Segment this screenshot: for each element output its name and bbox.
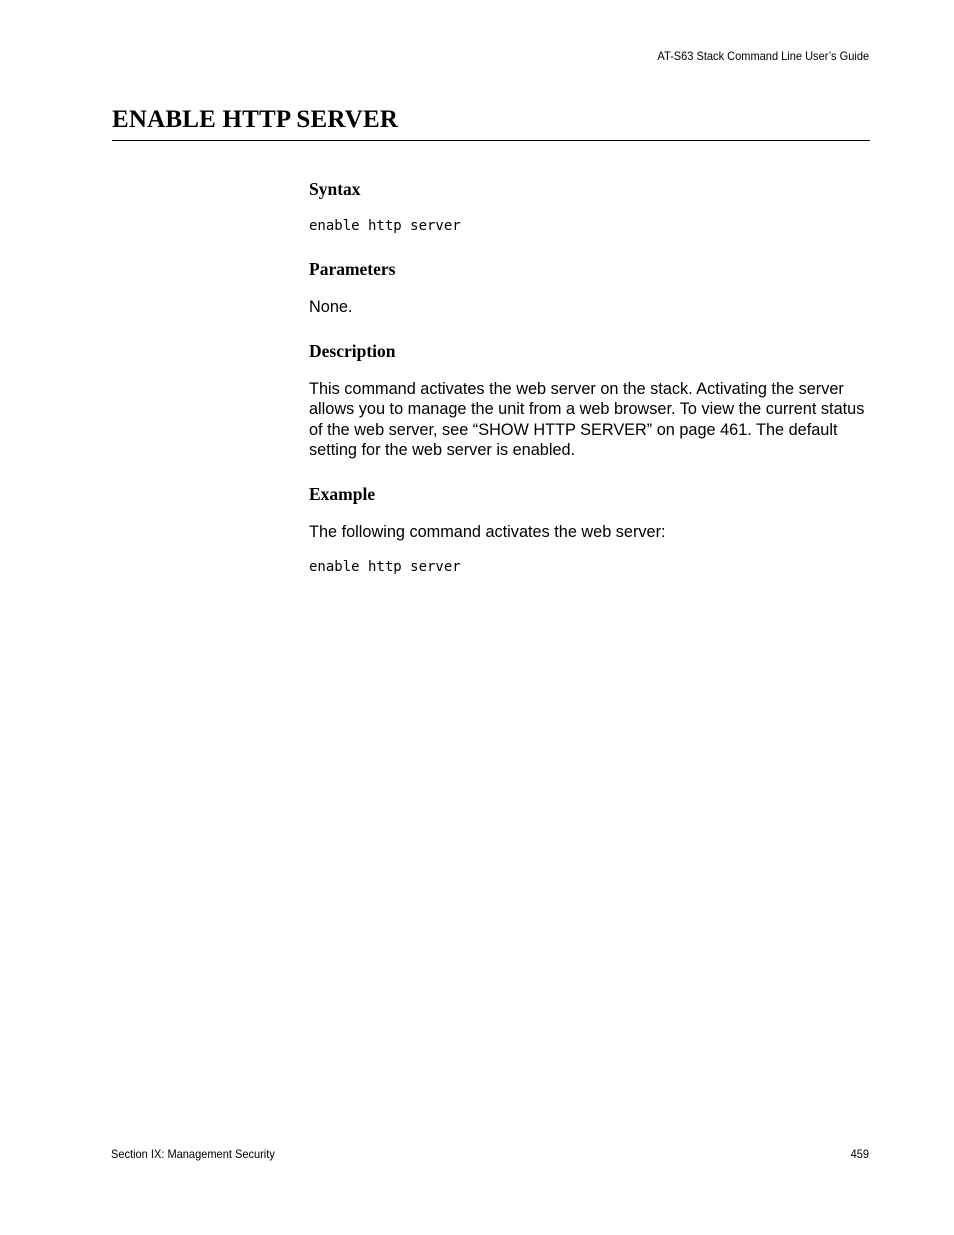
description-heading: Description: [309, 340, 396, 361]
description-text: This command activates the web server on the stack. Activating the server allows you to manage the unit from a web browser. To view the current status of the web server, see “SHOW HTTP SERVER” on page 461. The default setting for the web server is enabled.: [309, 379, 865, 459]
example-intro-text: The following command activates the web server:: [309, 522, 666, 541]
running-header: AT-S63 Stack Command Line User’s Guide: [657, 49, 869, 63]
footer-page-number: 459: [850, 1147, 869, 1161]
page-title: ENABLE HTTP SERVER: [112, 106, 399, 133]
syntax-heading: Syntax: [309, 179, 361, 199]
parameters-text: None.: [309, 298, 353, 316]
example-code: enable http server: [309, 559, 461, 575]
example-heading: Example: [309, 483, 376, 504]
title-divider: [112, 140, 870, 141]
command-content: [309, 178, 871, 577]
footer-section-label: Section IX: Management Security: [111, 1147, 275, 1161]
syntax-code: enable http server: [309, 218, 461, 234]
parameters-heading: Parameters: [309, 259, 396, 279]
